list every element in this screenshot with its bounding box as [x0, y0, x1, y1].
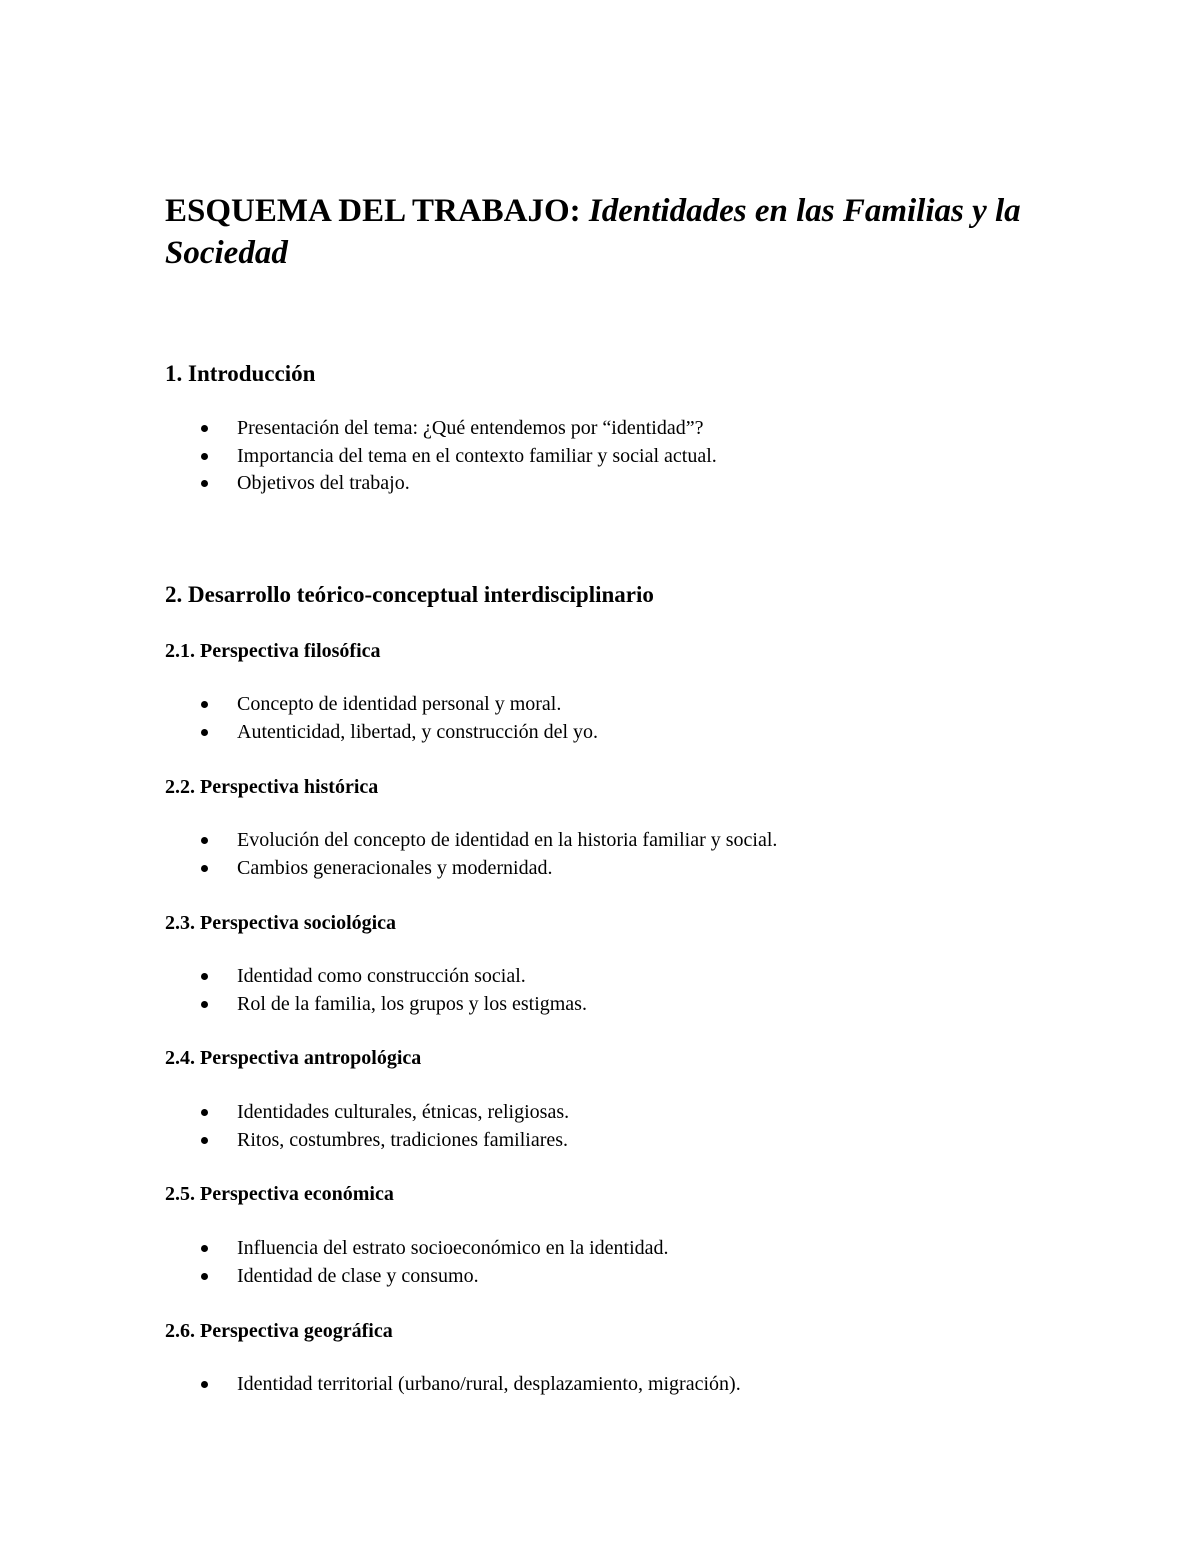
list-item — [200, 1127, 569, 1155]
list-item-text: Presentación del tema: ¿Qué entendemos por “identidad”? — [237, 417, 704, 439]
list-item-text: Evolución del concepto de identidad en la historia familiar y social. — [237, 829, 778, 851]
bullet-icon — [201, 1381, 208, 1388]
bullet-icon — [201, 1273, 208, 1280]
intro-list — [200, 415, 717, 498]
list-item — [200, 415, 717, 443]
list-item-text: Identidad como construcción social. — [237, 965, 526, 987]
subsection-heading-antropologica: 2.4. Perspectiva antropológica — [165, 1047, 422, 1069]
list-item-text: Identidades culturales, étnicas, religiosas. — [237, 1101, 570, 1123]
bullet-icon — [201, 425, 208, 432]
title-prefix: ESQUEMA DEL TRABAJO: — [165, 193, 589, 229]
bullet-icon — [201, 865, 208, 872]
subsection-heading-filosofica: 2.1. Perspectiva filosófica — [165, 640, 381, 662]
list-item-text: Influencia del estrato socioeconómico en la identidad. — [237, 1237, 669, 1259]
list-item — [200, 963, 587, 991]
bullet-icon — [201, 701, 208, 708]
list-item — [200, 1099, 569, 1127]
list-item-text: Concepto de identidad personal y moral. — [237, 693, 562, 715]
subsection-heading-sociologica: 2.3. Perspectiva sociológica — [165, 912, 397, 934]
subsection-heading-historica: 2.2. Perspectiva histórica — [165, 776, 379, 798]
list-item — [200, 443, 717, 471]
geografica-list — [200, 1371, 741, 1399]
list-item — [200, 827, 777, 855]
list-item — [200, 855, 777, 883]
list-item — [200, 1263, 669, 1291]
bullet-icon — [201, 1001, 208, 1008]
filosofica-list — [200, 691, 598, 746]
bullet-icon — [201, 1109, 208, 1116]
list-item — [200, 470, 717, 498]
list-item-text: Identidad territorial (urbano/rural, desplazamiento, migración). — [237, 1373, 741, 1395]
bullet-icon — [201, 729, 208, 736]
list-item — [200, 991, 587, 1019]
list-item-text: Objetivos del trabajo. — [237, 472, 410, 494]
bullet-icon — [201, 480, 208, 487]
list-item-text: Rol de la familia, los grupos y los estigmas. — [237, 992, 587, 1015]
section-heading-intro: 1. Introducción — [165, 361, 316, 386]
list-item-text: Autenticidad, libertad, y construcción del yo. — [237, 720, 599, 743]
bullet-icon — [201, 453, 208, 460]
antropologica-list — [200, 1099, 569, 1154]
sociologica-list — [200, 963, 587, 1018]
economica-list — [200, 1235, 669, 1290]
document-title — [165, 190, 1065, 274]
list-item — [200, 1235, 669, 1263]
title-italic: Identidades en las Familias y la Sociedad — [165, 193, 1021, 271]
list-item-text: Ritos, costumbres, tradiciones familiares. — [237, 1128, 569, 1151]
section-heading-desarrollo: 2. Desarrollo teórico-conceptual interdisciplinario — [165, 582, 654, 607]
list-item — [200, 1371, 741, 1399]
list-item-text: Importancia del tema en el contexto familiar y social actual. — [237, 444, 717, 467]
historica-list — [200, 827, 777, 882]
bullet-icon — [201, 837, 208, 844]
bullet-icon — [201, 973, 208, 980]
list-item-text: Cambios generacionales y modernidad. — [237, 856, 553, 879]
list-item — [200, 719, 598, 747]
bullet-icon — [201, 1245, 208, 1252]
list-item — [200, 691, 598, 719]
subsection-heading-economica: 2.5. Perspectiva económica — [165, 1183, 394, 1205]
subsection-heading-geografica: 2.6. Perspectiva geográfica — [165, 1320, 393, 1342]
list-item-text: Identidad de clase y consumo. — [237, 1264, 479, 1287]
bullet-icon — [201, 1137, 208, 1144]
